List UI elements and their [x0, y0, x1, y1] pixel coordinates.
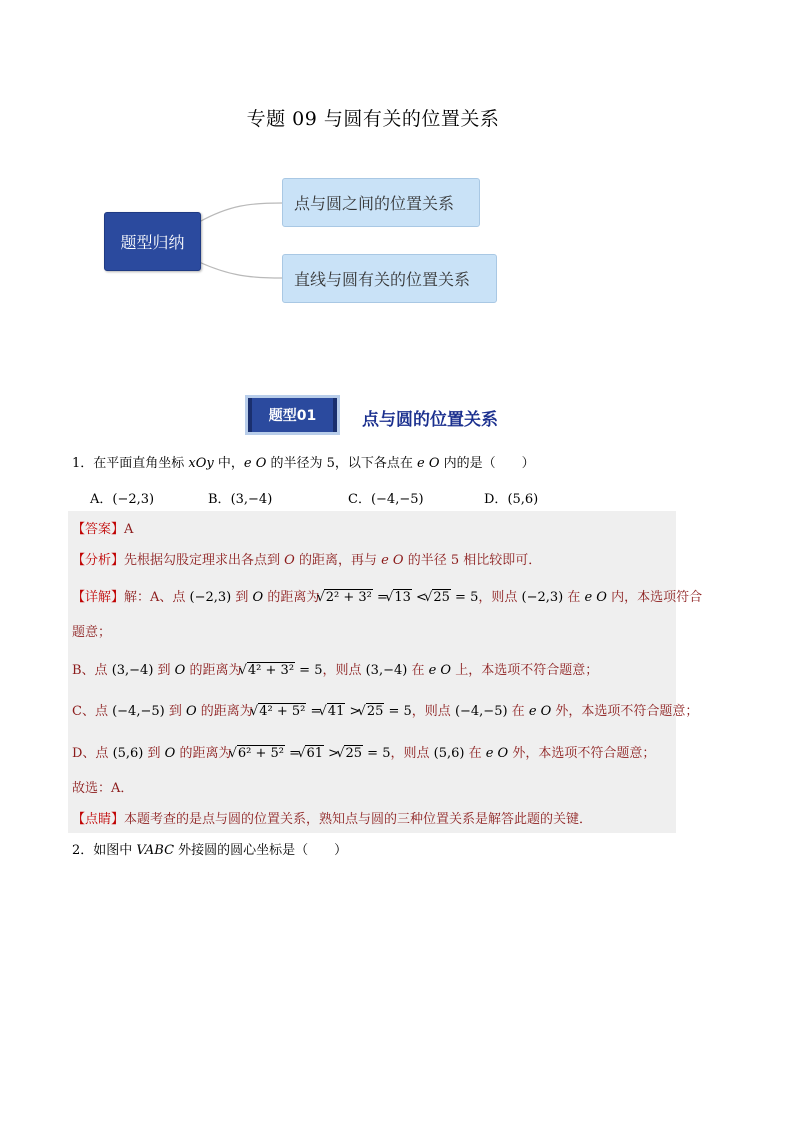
- detail-line-c: C、点 (−4,−5) 到 O 的距离为 √ 4² + 5² = √ 41 > √ 25 = 5，则点 (−4,−5) 在 e O 外，本选项不符合题意；: [72, 700, 698, 719]
- section-badge: 题型01: [248, 398, 337, 432]
- detail-line-b: B、点 (3,−4) 到 O 的距离为 √ 4² + 3² = 5，则点 (3,−4) 在 e O 上，本选项不符合题意；: [72, 659, 598, 678]
- answer-line: 【答案】A: [72, 522, 134, 537]
- section-title: 点与圆的位置关系: [362, 410, 498, 430]
- detail-line-a: 【详解】解：A、点 (−2,3) 到 O 的距离为 √ 2² + 3² = √ 13 < √ 25 = 5，则点 (−2,3) 在 e O 内，本选项符合: [72, 586, 702, 605]
- choose-line: 故选：A．: [72, 781, 134, 796]
- option-a: A．(−2,3): [90, 492, 155, 507]
- detail-line-a-cont: 题意；: [72, 625, 112, 640]
- mindmap-node-line-circle: 直线与圆有关的位置关系: [282, 254, 497, 303]
- analysis-line: 【分析】先根据勾股定理求出各点到 O 的距离，再与 e O 的半径 5 相比较即可．: [72, 553, 542, 568]
- option-d: D．(5,6): [484, 492, 539, 507]
- question-1-stem: 1．在平面直角坐标 xOy 中，e O 的半径为 5，以下各点在 e O 内的是（ ）: [72, 456, 535, 471]
- comment-line: 【点睛】本题考查的是点与圆的位置关系，熟知点与圆的三种位置关系是解答此题的关键．: [72, 812, 593, 827]
- mindmap-root: 题型归纳: [104, 212, 201, 271]
- connector-1: [199, 203, 282, 222]
- connector-2: [199, 262, 282, 278]
- option-b: B．(3,−4): [208, 492, 273, 507]
- mindmap-node-point-circle: 点与圆之间的位置关系: [282, 178, 480, 227]
- page-title: 专题 09 与圆有关的位置关系: [246, 108, 500, 130]
- detail-line-d: D、点 (5,6) 到 O 的距离为 √ 6² + 5² = √ 61 > √ 25 = 5，则点 (5,6) 在 e O 外，本选项不符合题意；: [72, 742, 655, 761]
- question-2-stem: 2．如图中 VABC 外接圆的圆心坐标是（ ）: [72, 843, 348, 858]
- option-c: C．(−4,−5): [348, 492, 424, 507]
